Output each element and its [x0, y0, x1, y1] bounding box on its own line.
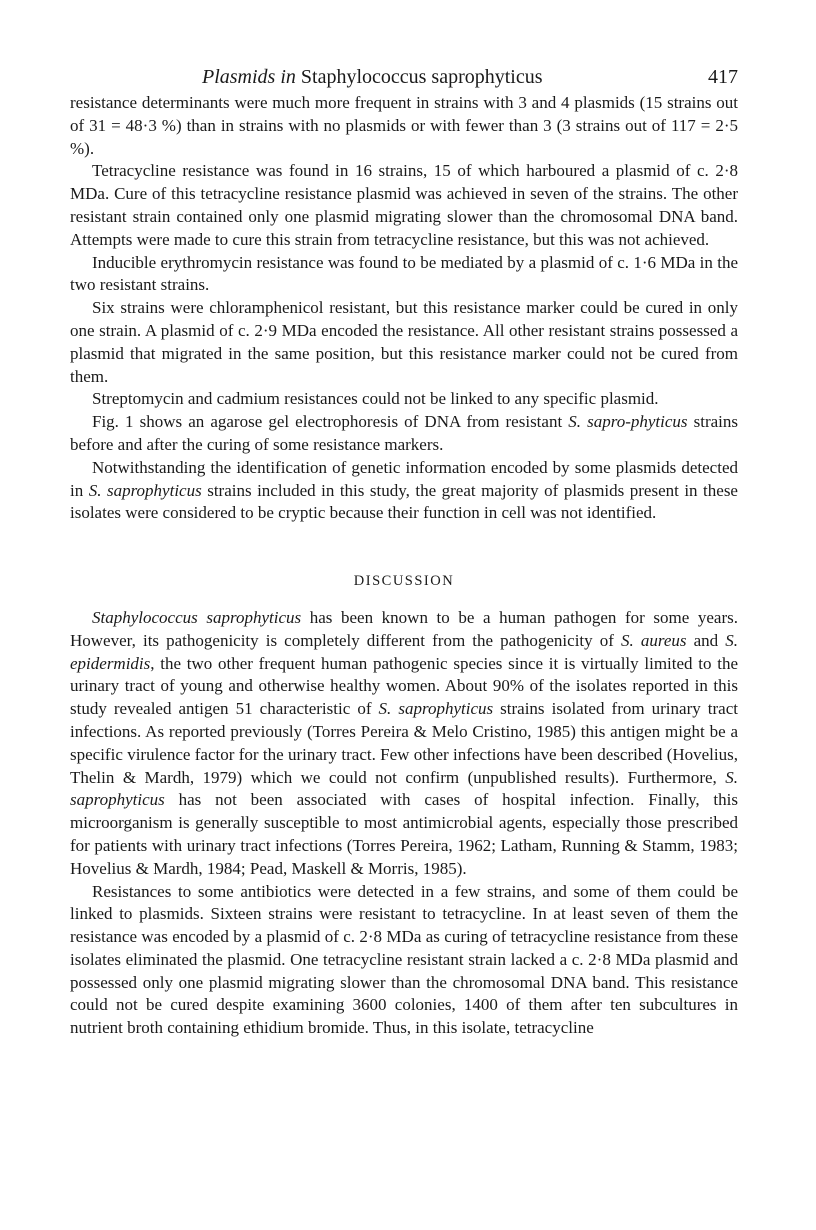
results-paragraph-streptomycin: Streptomycin and cadmium resistances could not be linked to any specific plasmid. [92, 389, 659, 409]
text-run: , the two other frequent human pathogenic species since it is virtually limited to the urinary tract of young and otherwise healthy women. About 90% of the isolates reported in this study revealed antigen 51 characteristic of [70, 653, 738, 719]
text-run: Fig. 1 shows an agarose gel electrophoresis of DNA from resistant [92, 412, 569, 432]
species-name: S. saprophyticus [70, 767, 738, 810]
results-paragraph-figure [70, 411, 738, 457]
results-paragraph-1: resistance determinants were much more frequent in strains with 3 and 4 plasmids (15 strains out of 31 = 48·3 %) than in strains with no plasmids or with fewer than 3 (3 strains out of 117 = 2·5 %). [70, 93, 738, 158]
results-paragraph-chloramphenicol: Six strains were chloramphenicol resistant, but this resistance marker could be cured in only one strain. A plasmid of c. 2·9 MDa encoded the resistance. All other resistant strains possessed a plasmid that migrated in the same position, but this resistance marker could not be cured from them. [70, 298, 738, 386]
running-title-upright: Staphylococcus saprophyticus [300, 66, 543, 88]
running-title-italic: Plasmids in [202, 66, 301, 88]
species-name: S. sapro-phyticus [568, 412, 688, 432]
text-run: strains isolated from urinary tract infections. As reported previously (Torres Pereira & Melo Cristino, 1985) this antigen might be a specific virulence factor for the urinary tract. Few other infections have been described (Hovelius, Thelin & Mardh, 1979) which we could not confirm (unpublished results). Furthermore, [70, 699, 738, 787]
running-head [70, 62, 738, 92]
page-number: 417 [708, 66, 738, 88]
text-run: strains before and after the curing of some resistance markers. [70, 412, 738, 454]
text-run: Notwithstanding the identification of genetic information encoded by some plasmids detected in [70, 457, 738, 500]
results-paragraph-erythromycin: Inducible erythromycin resistance was found to be mediated by a plasmid of c. 1·6 MDa in the two resistant strains. [70, 252, 738, 295]
species-name: S. epidermidis [70, 630, 739, 673]
species-name: S. saprophyticus [378, 699, 494, 719]
results-paragraph-tetracycline: Tetracycline resistance was found in 16 strains, 15 of which harboured a plasmid of c. 2·8 MDa. Cure of this tetracycline resistance plasmid was achieved in seven of the strains. The other resistant strain contained only one plasmid migrating slower than the chromosomal DNA band. Attempts were made to cure this strain from tetracycline resistance, but this was not achieved. [70, 161, 738, 249]
results-paragraph-cryptic [70, 457, 738, 525]
text-run: strains included in this study, the great majority of plasmids present in these isolates were considered to be cryptic because their function in cell was not identified. [70, 480, 738, 523]
text-run: has not been associated with cases of hospital infection. Finally, this microorganism is generally susceptible to most antimicrobial agents, especially those prescribed for patients with urinary tract infections (Torres Pereira, 1962; Latham, Running & Stamm, 1983; Hovelius & Mardh, 1984; Pead, Maskell & Morris, 1985). [70, 790, 738, 878]
journal-page [70, 62, 738, 1040]
section-heading-discussion: DISCUSSION [353, 573, 455, 590]
species-name: S. saprophyticus [88, 480, 202, 500]
text-run: and [686, 630, 726, 650]
species-name: Staphylococcus saprophyticus [92, 607, 302, 627]
text-run: has been known to be a human pathogen for some years. However, its pathogenicity is completely different from the pathogenicity of [70, 607, 739, 650]
discussion-paragraph-2: Resistances to some antibiotics were detected in a few strains, and some of them could be linked to plasmids. Sixteen strains were resistant to tetracycline. In at least seven of them the resistance was encoded by a plasmid of c. 2·8 MDa as curing of tetracycline resistance from these isolates eliminated the plasmid. One tetracycline resistant strain lacked a c. 2·8 MDa plasmid and possessed only one plasmid migrating slower than the chromosomal DNA band. This resistance could not be cured despite examining 3600 colonies, 1400 of them after ten subcultures in nutrient broth containing ethidium bromide. Thus, in this isolate, tetracycline [70, 881, 738, 1038]
running-title [202, 66, 543, 89]
species-name: S. aureus [621, 630, 687, 650]
discussion-paragraph-1 [70, 607, 738, 881]
